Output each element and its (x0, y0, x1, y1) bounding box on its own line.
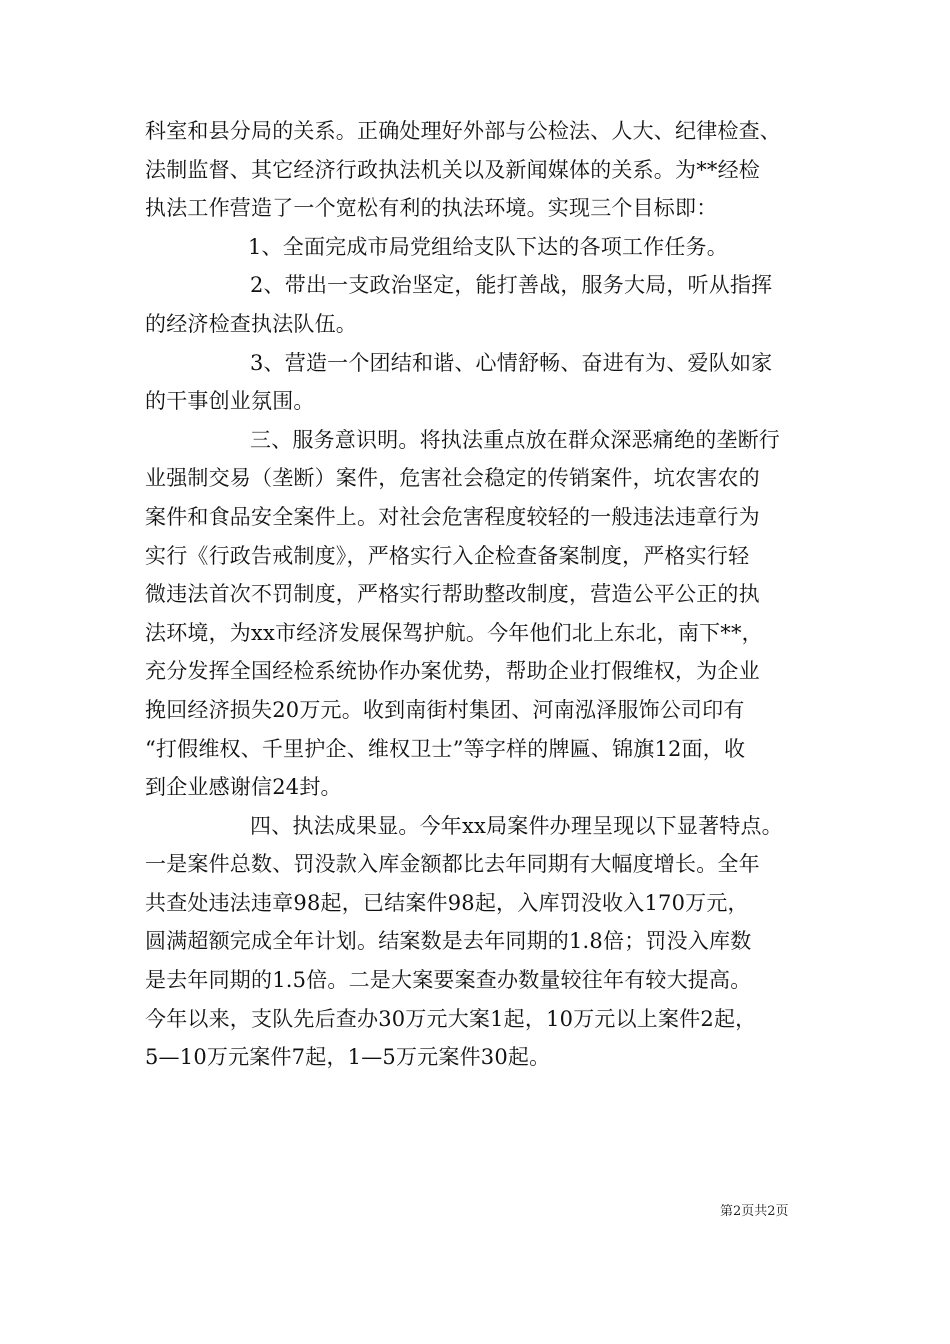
text-line: 一是案件总数、罚没款入库金额都比去年同期有大幅度增长。全年 (145, 852, 760, 877)
goal-item-1: 1、全面完成市局党组给支队下达的各项工作任务。 (248, 234, 728, 259)
text-line: 共查处违法违章98起，已结案件98起，入库罚没收入170万元， (145, 890, 749, 915)
text-line: 执法工作营造了一个宽松有利的执法环境。实现三个目标即： (145, 196, 718, 221)
text-line: 法制监督、其它经济行政执法机关以及新闻媒体的关系。为**经检 (145, 157, 760, 182)
text-line: 的经济检查执法队伍。 (145, 311, 357, 336)
text-line: 是去年同期的1.5倍。二是大案要案查办数量较往年有较大提高。 (145, 968, 752, 993)
document-body (145, 112, 825, 1077)
text-line: 今年以来，支队先后查办30万元大案1起，10万元以上案件2起， (145, 1006, 757, 1031)
text-line: 微违法首次不罚制度，严格实行帮助整改制度，营造公平公正的执 (145, 582, 760, 607)
text-line: 业强制交易（垄断）案件，危害社会稳定的传销案件，坑农害农的 (145, 466, 760, 491)
section-heading-results: 四、执法成果显。今年xx局案件办理呈现以下显著特点。 (250, 813, 783, 838)
text-line: 的干事创业氛围。 (145, 389, 315, 414)
section-heading-service: 三、服务意识明。将执法重点放在群众深恶痛绝的垄断行 (250, 427, 780, 452)
text-line: 挽回经济损失20万元。收到南街村集团、河南泓泽服饰公司印有 (145, 697, 745, 722)
text-line: 法环境，为xx市经济发展保驾护航。今年他们北上东北，南下**， (145, 620, 763, 645)
page-number: 第2页共2页 (720, 1204, 789, 1219)
text-line: 到企业感谢信24封。 (145, 775, 342, 800)
text-line: “打假维权、千里护企、维权卫士”等字样的牌匾、锦旗12面，收 (145, 736, 746, 761)
text-line: 科室和县分局的关系。正确处理好外部与公检法、人大、纪律检查、 (145, 119, 781, 143)
text-line: 案件和食品安全案件上。对社会危害程度较轻的一般违法违章行为 (145, 504, 760, 529)
text-line: 实行《行政告戒制度》，严格实行入企检查备案制度，严格实行轻 (145, 543, 750, 568)
text-line: 5—10万元案件7起，1—5万元案件30起。 (145, 1045, 551, 1070)
goal-item-3: 3、营造一个团结和谐、心情舒畅、奋进有为、爱队如家 (250, 350, 773, 375)
text-line: 圆满超额完成全年计划。结案数是去年同期的1.8倍；罚没入库数 (145, 929, 752, 954)
text-line: 充分发挥全国经检系统协作办案优势，帮助企业打假维权，为企业 (145, 659, 760, 684)
goal-item-2: 2、带出一支政治坚定，能打善战，服务大局，听从指挥 (250, 273, 773, 298)
